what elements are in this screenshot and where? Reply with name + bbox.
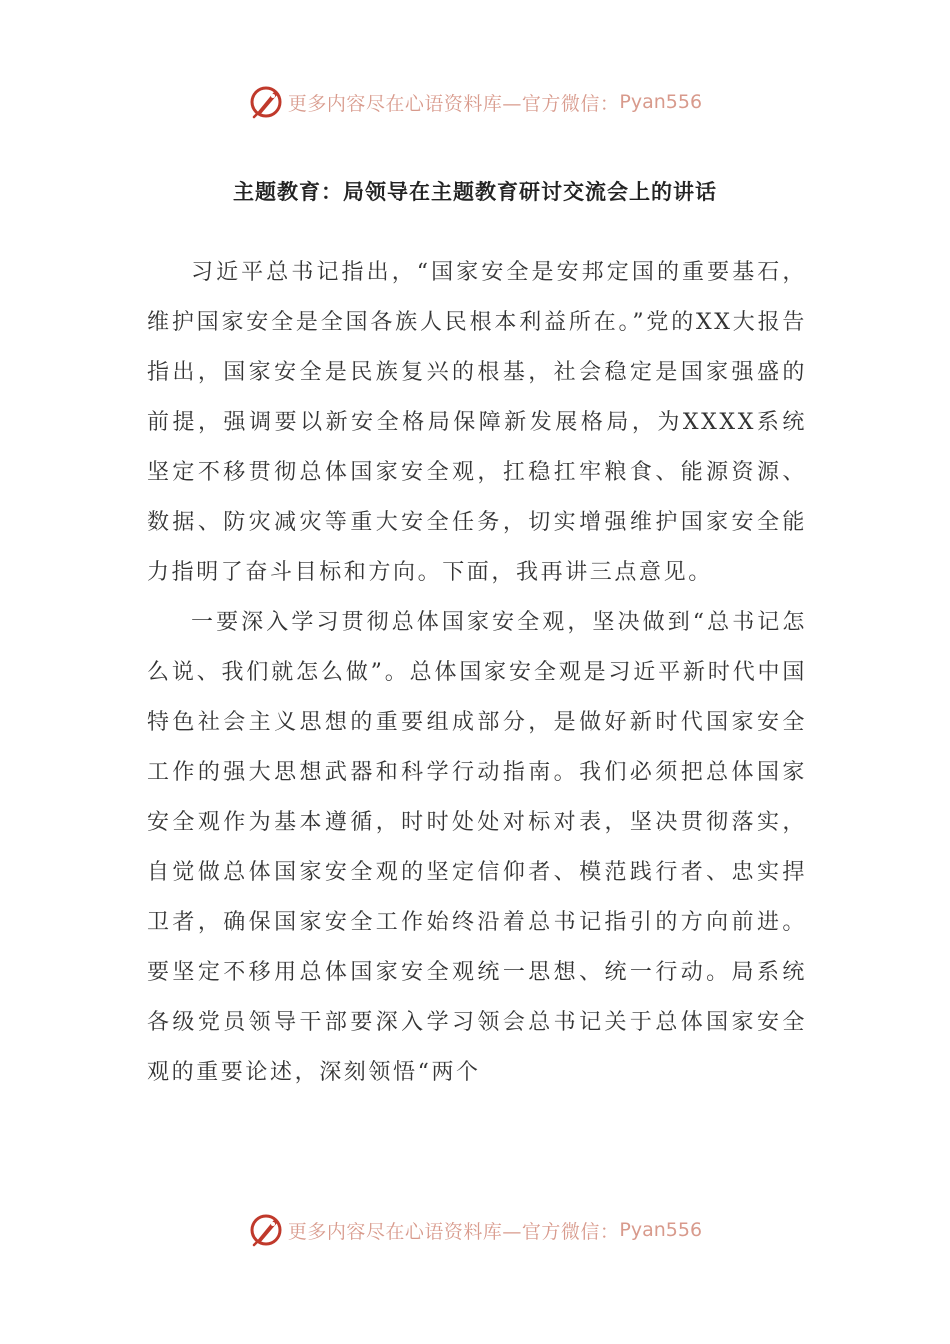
- document-title: 主题教育：局领导在主题教育研讨交流会上的讲话: [233, 180, 717, 204]
- watermark-text: 更多内容尽在心语资料库—官方微信：: [287, 1220, 620, 1243]
- watermark-wechat-id: Pyan556: [619, 1219, 703, 1241]
- paragraph: 一要深入学习贯彻总体国家安全观，坚决做到“总书记怎么说、我们就怎么做”。总体国家安全观是习近平新时代中国特色社会主义思想的重要组成部分，是做好新时代国家安全工作的强大思想武器和科学行动指南。我们必须把总体国家安全观作为基本遵循，时时处处对标对表，坚决贯彻落实，自觉做总体国家安全观的坚定信仰者、模范践行者、忠实捍卫者，确保国家安全工作始终沿着总书记指引的方向前进。要坚定不移用总体国家安全观统一思想、统一行动。局系统各级党员领导干部要深入学习领会总书记关于总体国家安全观的重要论述，深刻领悟“两个: [147, 610, 807, 1085]
- watermark-text: 更多内容尽在心语资料库—官方微信：: [287, 92, 620, 115]
- paragraph: 习近平总书记指出，“国家安全是安邦定国的重要基石，维护国家安全是全国各族人民根本利益所在。”党的XX大报告指出，国家安全是民族复兴的根基，社会稳定是国家强盛的前提，强调要以新安全格局保障新发展格局，为XXXX系统坚定不移贯彻总体国家安全观，扛稳扛牢粮食、能源资源、数据、防灾减灾等重大安全任务，切实增强维护国家安全能力指明了奋斗目标和方向。下面，我再讲三点意见。: [147, 260, 807, 585]
- quill-logo-icon: [248, 84, 284, 120]
- quill-logo-icon: [248, 1212, 284, 1248]
- header-watermark: [0, 82, 950, 122]
- watermark-wechat-id: Pyan556: [619, 91, 703, 113]
- footer-watermark: [0, 1210, 950, 1250]
- document-body: [147, 248, 807, 1098]
